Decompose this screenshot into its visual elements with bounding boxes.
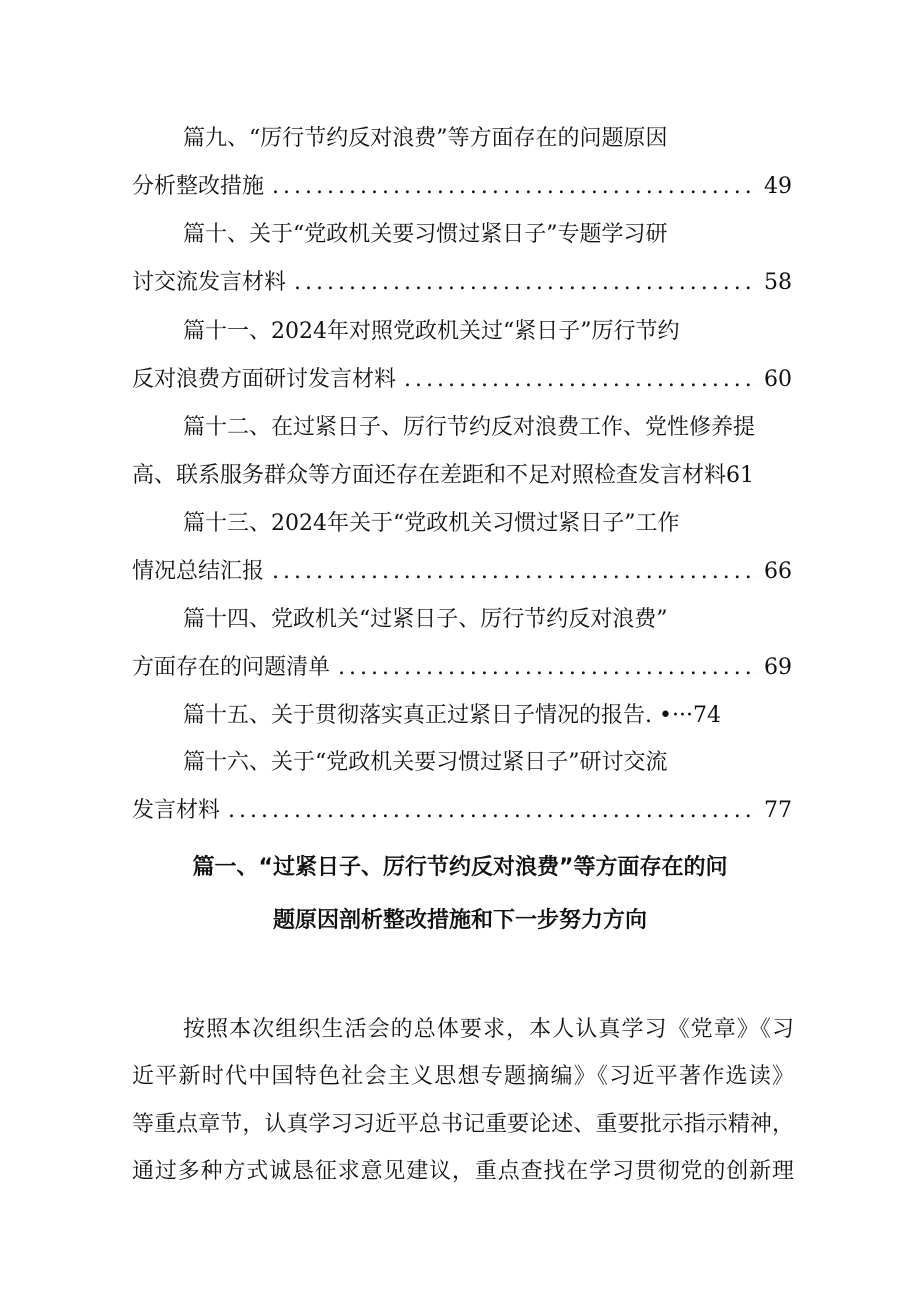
toc-entry-text: 反对浪费方面研讨发言材料 bbox=[132, 367, 397, 392]
toc-entry-text: 分析整改措施 bbox=[132, 174, 265, 199]
dot-leader bbox=[272, 557, 758, 587]
toc-entry-16-line2[interactable] bbox=[132, 796, 792, 826]
dot-leader bbox=[404, 365, 758, 395]
dot-leader bbox=[228, 796, 758, 826]
toc-entry-10-line1: 篇十、关于“党政机关要习惯过紧日子”专题学习研 bbox=[183, 222, 668, 247]
toc-entry-12-line2[interactable]: 高、联系服务群众等方面还存在差距和不足对照检查发言材料61 bbox=[132, 463, 754, 488]
toc-entry-9-line2[interactable] bbox=[132, 172, 792, 202]
body-text-line: 等重点章节，认真学习习近平总书记重要论述、重要批示指示精神， bbox=[132, 1112, 794, 1137]
toc-entry-15[interactable]: 篇十五、关于贯彻落实真正过紧日子情况的报告. •···74 bbox=[183, 703, 721, 728]
toc-page-number: 69 bbox=[764, 655, 792, 680]
dot-leader bbox=[338, 653, 758, 683]
body-text-line: 近平新时代中国特色社会主义思想专题摘编》《习近平著作选读》 bbox=[132, 1064, 794, 1089]
toc-entry-text: 讨交流发言材料 bbox=[132, 270, 287, 295]
toc-entry-text: 方面存在的问题清单 bbox=[132, 655, 331, 680]
toc-page-number: 58 bbox=[764, 270, 792, 295]
toc-entry-11-line1: 篇十一、2024年对照党政机关过“紧日子”厉行节约 bbox=[183, 319, 680, 344]
toc-entry-12-line1: 篇十二、在过紧日子、厉行节约反对浪费工作、党性修养提 bbox=[183, 415, 756, 440]
toc-page-number: 66 bbox=[764, 559, 792, 584]
toc-entry-10-line2[interactable] bbox=[132, 268, 792, 298]
toc-entry-text: 情况总结汇报 bbox=[132, 559, 265, 584]
body-text-line: 通过多种方式诚恳征求意见建议，重点查找在学习贯彻党的创新理 bbox=[132, 1159, 794, 1184]
toc-page-number: 60 bbox=[764, 367, 792, 392]
toc-entry-13-line2[interactable] bbox=[132, 557, 792, 587]
toc-page-number: 77 bbox=[764, 798, 792, 823]
section-heading-line1: 篇一、“过紧日子、厉行节约反对浪费”等方面存在的问 bbox=[192, 855, 728, 880]
dot-leader bbox=[272, 172, 758, 202]
toc-entry-text: 发言材料 bbox=[132, 798, 221, 823]
toc-entry-9-line1: 篇九、“厉行节约反对浪费”等方面存在的问题原因 bbox=[183, 126, 668, 151]
toc-entry-13-line1: 篇十三、2024年关于“党政机关习惯过紧日子”工作 bbox=[183, 511, 680, 536]
section-heading-line2: 题原因剖析整改措施和下一步努力方向 bbox=[272, 908, 647, 933]
toc-page-number: 49 bbox=[764, 174, 792, 199]
toc-entry-16-line1: 篇十六、关于“党政机关要习惯过紧日子”研讨交流 bbox=[183, 750, 668, 775]
dot-leader bbox=[294, 268, 758, 298]
body-text-line: 按照本次组织生活会的总体要求，本人认真学习《党章》《习 bbox=[183, 1017, 794, 1042]
toc-entry-14-line1: 篇十四、党政机关“过紧日子、厉行节约反对浪费” bbox=[183, 607, 668, 632]
toc-entry-11-line2[interactable] bbox=[132, 365, 792, 395]
toc-entry-14-line2[interactable] bbox=[132, 653, 792, 683]
